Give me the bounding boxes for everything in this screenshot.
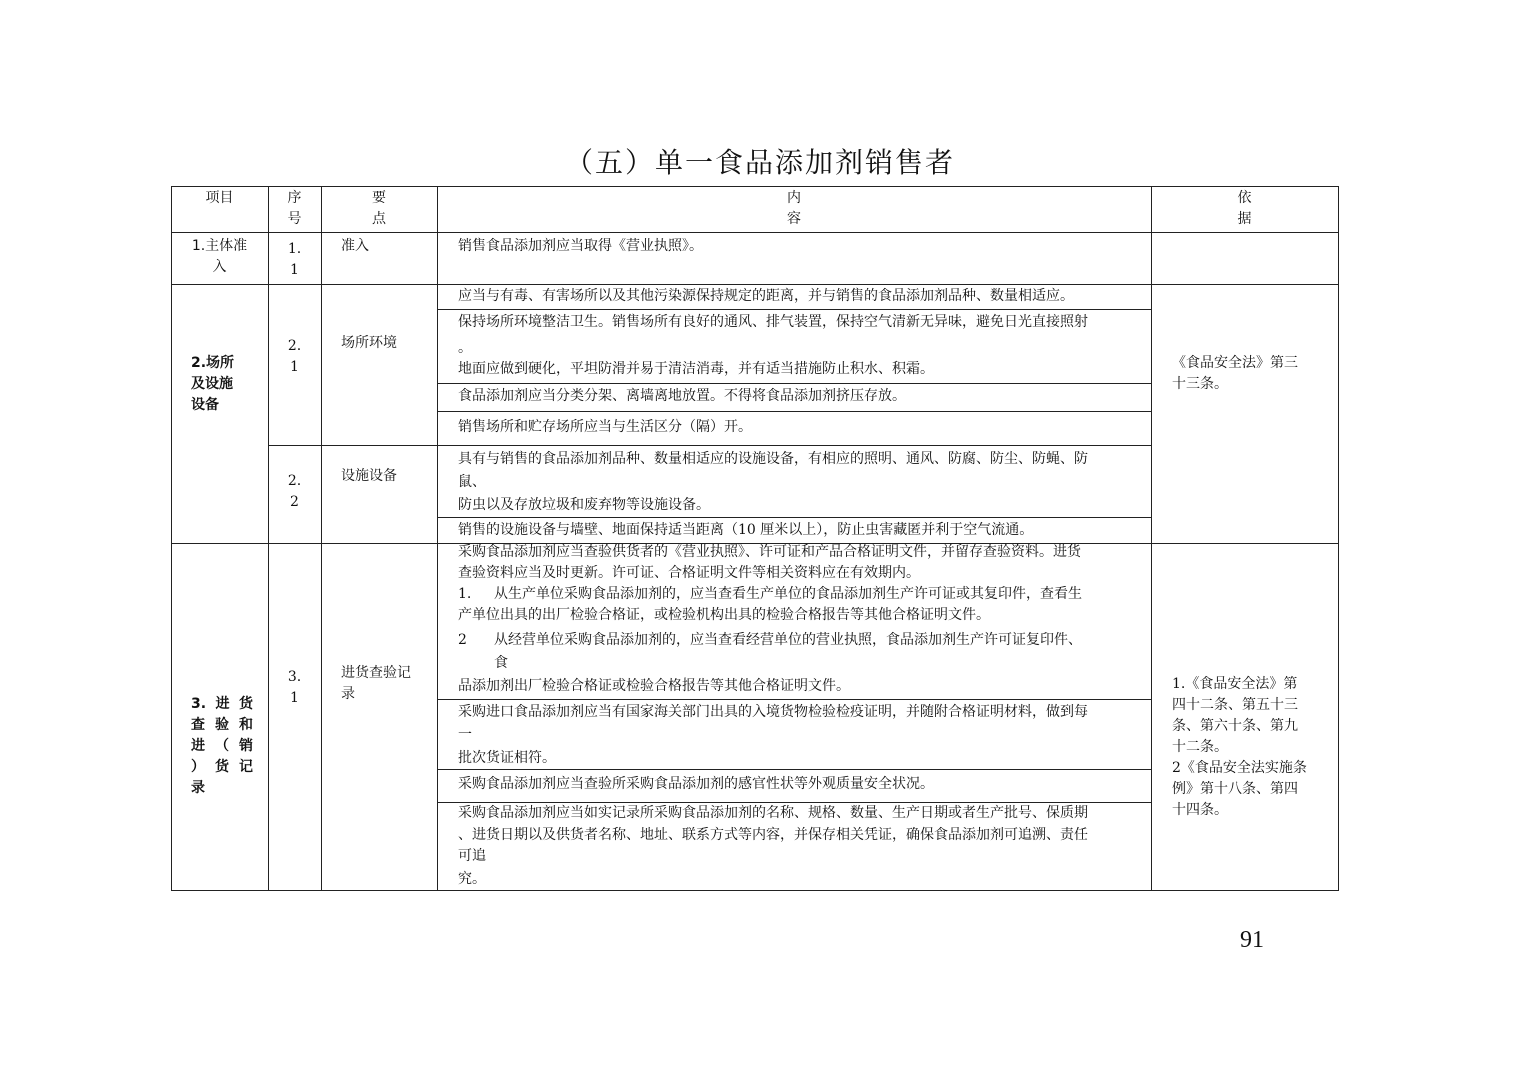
- content-line: 一: [458, 727, 472, 743]
- header-content: [437, 188, 1151, 230]
- section2-sub2-seq: [268, 471, 321, 513]
- row-divider: [437, 383, 1152, 384]
- project-line: [191, 757, 253, 778]
- project-char: （: [215, 738, 229, 754]
- table-border-bottom: [171, 890, 1339, 891]
- section2-project-line: 及设施: [191, 376, 233, 392]
- header-content-line: 容: [787, 211, 801, 227]
- col-divider: [1151, 186, 1152, 891]
- header-content-line: 内: [787, 190, 801, 206]
- basis-line: 四十二条、第五十三: [1172, 697, 1298, 713]
- section1-content: 销售食品添加剂应当取得《营业执照》。: [458, 238, 703, 254]
- inspection-table: [171, 186, 1339, 891]
- table-border-right: [1338, 186, 1339, 891]
- content-line: 。: [458, 340, 472, 356]
- header-point: [321, 188, 437, 230]
- section2-sub1-point: 场所环境: [341, 335, 397, 351]
- header-seq-line: 号: [287, 211, 302, 227]
- point-line: 录: [341, 686, 355, 702]
- section3-point: [341, 663, 411, 705]
- content-line: 地面应做到硬化，平坦防滑并易于清洁消毒，并有适当措施防止积水、积霜。: [458, 361, 934, 377]
- row-divider: [437, 517, 1152, 518]
- seq-line: 1: [290, 690, 299, 706]
- seq-line: 2.: [287, 473, 302, 489]
- header-point-line: 点: [372, 211, 386, 227]
- project-char: 记: [239, 759, 253, 775]
- content-line: 、进货日期以及供货者名称、地址、联系方式等内容，并保存相关凭证，确保食品添加剂可追溯、责任: [458, 827, 1088, 843]
- table-border-top: [171, 186, 1339, 187]
- section1-seq-line: 1: [290, 262, 299, 278]
- content-line: 产单位出具的出厂检验合格证，或检验机构出具的检验合格报告等其他合格证明文件。: [458, 607, 990, 623]
- content-line: 应当与有毒、有害场所以及其他污染源保持规定的距离，并与销售的食品添加剂品种、数量相适应。: [458, 288, 1074, 304]
- row-divider: [171, 284, 1339, 285]
- seq-line: 2.: [287, 338, 302, 354]
- header-basis-line: 依: [1237, 190, 1252, 206]
- content-line: 查验资料应当及时更新。许可证、合格证明文件等相关资料应在有效期内。: [458, 565, 920, 581]
- row-divider: [437, 769, 1152, 770]
- content-line: 销售场所和贮存场所应当与生活区分（隔）开。: [458, 419, 752, 435]
- section1-seq-line: 1.: [287, 241, 302, 257]
- content-line: 鼠、: [458, 474, 486, 490]
- seq-line: 2: [290, 494, 299, 510]
- section2-project: [191, 353, 234, 416]
- row-divider: [268, 445, 1152, 446]
- header-point-line: 要: [372, 190, 386, 206]
- project-char: 进: [191, 738, 205, 754]
- content-line: 采购食品添加剂应当如实记录所采购食品添加剂的名称、规格、数量、生产日期或者生产批号、保质期: [458, 805, 1088, 821]
- content-line: 采购进口食品添加剂应当有国家海关部门出具的入境货物检验检疫证明，并随附合格证明材料，做到每: [458, 704, 1088, 720]
- seq-line: 1: [290, 359, 299, 375]
- header-project: 项目: [205, 190, 234, 206]
- project-char: 货: [239, 696, 253, 712]
- list-text: 从生产单位采购食品添加剂的，应当查看生产单位的食品添加剂生产许可证或其复印件，查看生: [494, 586, 1082, 602]
- basis-line: 条、第六十条、第九: [1172, 718, 1298, 734]
- content-line: 采购食品添加剂应当查验所采购食品添加剂的感官性状等外观质量安全状况。: [458, 776, 934, 792]
- basis-line: 例》第十八条、第四: [1172, 781, 1298, 797]
- header-seq-line: 序: [287, 190, 302, 206]
- row-divider: [437, 699, 1152, 700]
- content-line: 销售的设施设备与墙壁、地面保持适当距离（10 厘米以上），防止虫害藏匿并利于空气流通。: [458, 522, 1034, 538]
- page-number: 91: [1240, 927, 1264, 953]
- content-line: 防虫以及存放垃圾和废弃物等设施设备。: [458, 497, 710, 513]
- content-line: 具有与销售的食品添加剂品种、数量相适应的设施设备，有相应的照明、通风、防腐、防尘、防蝇、防: [458, 451, 1088, 467]
- content-line: 究。: [458, 871, 486, 887]
- section1-seq: [268, 239, 321, 281]
- point-line: 进货查验记: [341, 665, 411, 681]
- project-line: [191, 715, 253, 736]
- project-char: ）: [191, 759, 205, 775]
- content-line: [458, 630, 1082, 651]
- col-divider: [437, 186, 438, 891]
- content-line: 食: [494, 655, 508, 671]
- project-char: 进: [215, 696, 230, 712]
- project-char: 货: [215, 759, 229, 775]
- content-line: 食品添加剂应当分类分架、离墙离地放置。不得将食品添加剂挤压存放。: [458, 388, 906, 404]
- col-divider: [268, 186, 269, 891]
- header-basis-line: 据: [1237, 211, 1252, 227]
- table-border-left: [171, 186, 172, 891]
- project-line: [191, 778, 253, 799]
- content-line: 保持场所环境整洁卫生。销售场所有良好的通风、排气装置，保持空气清新无异味，避免日光直接照射: [458, 314, 1088, 330]
- list-text: 从经营单位采购食品添加剂的，应当查看经营单位的营业执照，食品添加剂生产许可证复印件、: [494, 632, 1082, 648]
- section3-seq: [268, 667, 321, 709]
- project-char: 3.: [191, 696, 207, 712]
- basis-line: 十二条。: [1172, 739, 1228, 755]
- content-line: 采购食品添加剂应当查验供货者的《营业执照》、许可证和产品合格证明文件，并留存查验资料。进货: [458, 544, 1081, 560]
- basis-line: 十四条。: [1172, 802, 1228, 818]
- content-line: 可追: [458, 848, 486, 864]
- row-divider: [437, 411, 1152, 412]
- seq-line: 3.: [287, 669, 302, 685]
- section1-project-line: 1.主体准: [191, 238, 248, 254]
- section2-project-line: 2.场所: [191, 355, 235, 371]
- project-line: [191, 694, 253, 715]
- section2-basis-line: 《食品安全法》第三: [1172, 355, 1298, 371]
- section3-basis: [1172, 674, 1307, 821]
- header-basis: [1151, 188, 1338, 230]
- section2-basis-line: 十三条。: [1172, 376, 1228, 392]
- section2-basis: [1172, 353, 1298, 395]
- page-title: （五）单一食品添加剂销售者: [564, 146, 955, 179]
- basis-line: 2《食品安全法实施条: [1172, 760, 1307, 776]
- content-line: 批次货证相符。: [458, 750, 556, 766]
- section2-sub2-point: 设施设备: [341, 468, 397, 484]
- list-marker: 2: [458, 632, 467, 648]
- content-line: [458, 584, 1082, 605]
- project-char: 录: [191, 780, 205, 796]
- section1-point: 准入: [341, 238, 369, 254]
- section3-project: [191, 694, 253, 799]
- header-seq: [268, 188, 321, 230]
- project-char: 查: [191, 717, 205, 733]
- content-line: 品添加剂出厂检验合格证或检验合格报告等其他合格证明文件。: [458, 678, 850, 694]
- section2-project-line: 设备: [191, 397, 219, 413]
- basis-line: 1.《食品安全法》第: [1172, 676, 1298, 692]
- section1-project-line: 入: [212, 259, 227, 275]
- section2-sub1-seq: [268, 336, 321, 378]
- project-char: 和: [239, 717, 253, 733]
- section1-project: [171, 236, 268, 278]
- project-char: 销: [239, 738, 253, 754]
- row-divider: [437, 309, 1152, 310]
- project-line: [191, 736, 253, 757]
- row-divider: [171, 232, 1339, 233]
- col-divider: [321, 186, 322, 891]
- project-char: 验: [215, 717, 229, 733]
- list-marker: 1.: [458, 586, 472, 602]
